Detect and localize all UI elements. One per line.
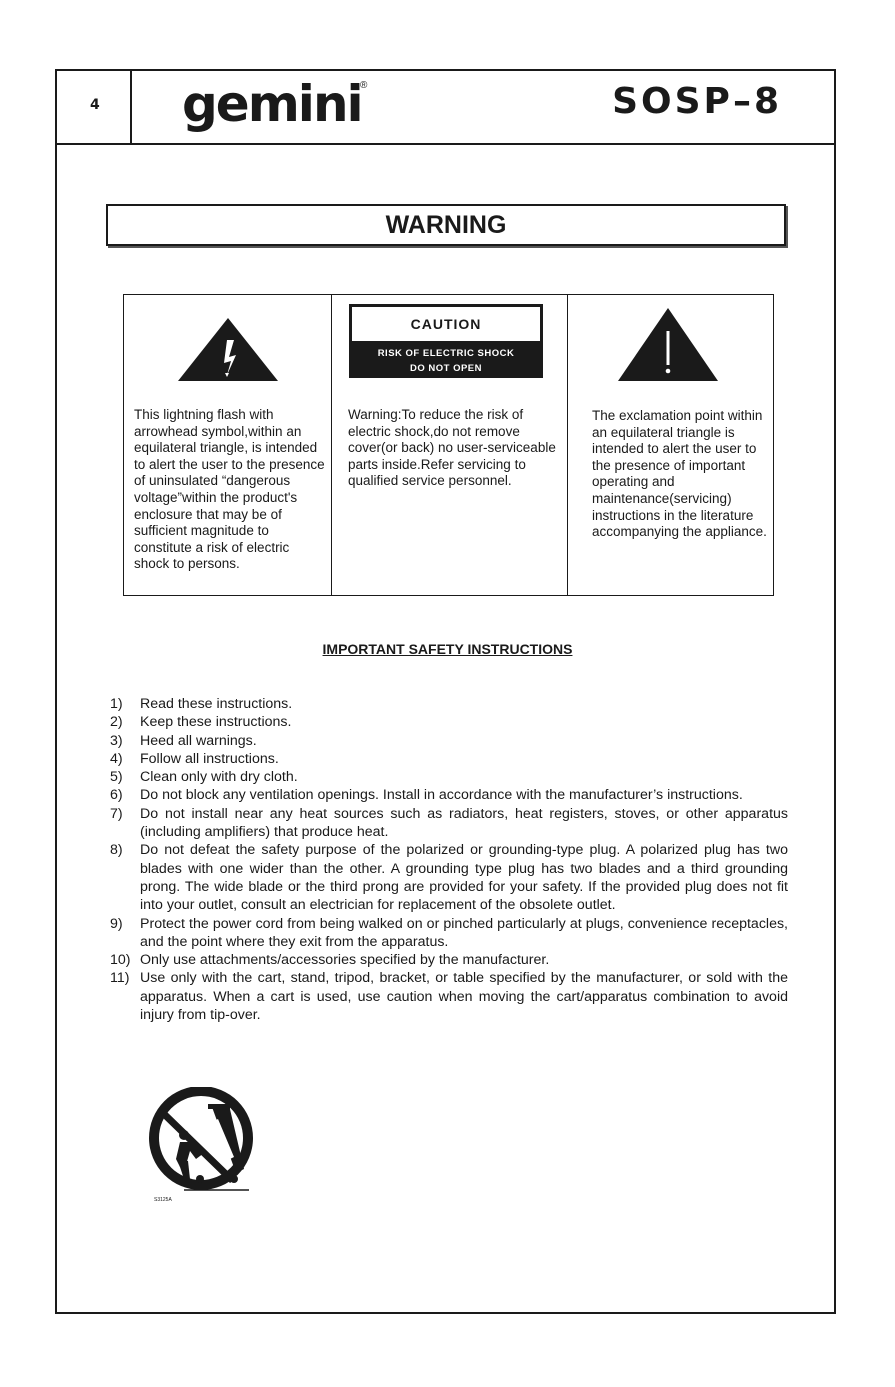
lightning-symbol-description: This lightning flash with arrowhead symbol,within an equilateral triangle, is intended to alert the user to the presence of uninsulated “dangerous voltage”within the product's enclosure that may be of sufficient magnitude to constitute a risk of electric shock to persons. <box>134 407 325 572</box>
instruction-item <box>110 951 788 969</box>
exclamation-symbol-cell <box>568 295 774 595</box>
instruction-item <box>110 969 788 1024</box>
safety-instructions-title-text: IMPORTANT SAFETY INSTRUCTIONS <box>322 641 573 657</box>
header-divider <box>130 71 132 143</box>
instruction-number: 7) <box>110 805 123 822</box>
header-rule <box>57 143 834 145</box>
caution-description: Warning:To reduce the risk of electric shock,do not remove cover(or back) no user-serviceable parts inside.Refer servicing to qualified service personnel. <box>348 407 556 489</box>
instruction-item <box>110 805 788 842</box>
lightning-symbol-cell <box>124 295 332 595</box>
instruction-number: 3) <box>110 732 123 749</box>
instruction-text: Clean only with dry cloth. <box>140 769 298 786</box>
instruction-item <box>110 915 788 952</box>
instruction-number: 9) <box>110 915 123 932</box>
instruction-text: Follow all instructions. <box>140 750 279 767</box>
instruction-item <box>110 732 788 750</box>
page-number: 4 <box>90 97 100 113</box>
instruction-item <box>110 713 788 731</box>
caution-subtext <box>349 346 543 376</box>
cart-tip-over-warning-icon <box>144 1087 259 1202</box>
safety-symbols-table <box>123 294 774 596</box>
instruction-text: Protect the power cord from being walked on or pinched particularly at plugs, convenience receptacles, and the point where they exit from the apparatus. <box>140 915 788 950</box>
registered-mark: ® <box>360 80 368 91</box>
instruction-item <box>110 841 788 914</box>
instruction-number: 6) <box>110 787 123 804</box>
instruction-item <box>110 786 788 804</box>
caution-line-1: RISK OF ELECTRIC SHOCK <box>377 348 515 359</box>
exclamation-triangle-icon <box>568 295 774 395</box>
gemini-logo: gemini <box>182 75 362 133</box>
caution-title: CAUTION <box>352 307 540 341</box>
lightning-triangle-icon <box>124 295 332 395</box>
instruction-number: 4) <box>110 750 123 767</box>
instruction-text: Do not install near any heat sources such as radiators, heat registers, stoves, or other apparatus (including amplifiers) that produce heat. <box>140 805 788 841</box>
instruction-text: Heed all warnings. <box>140 732 257 749</box>
caution-line-2: DO NOT OPEN <box>409 363 482 374</box>
instruction-text: Do not block any ventilation openings. Install in accordance with the manufacturer’s instructions. <box>140 787 743 804</box>
instruction-number: 11) <box>110 970 130 987</box>
instruction-number: 1) <box>110 696 123 712</box>
instruction-number: 10) <box>110 952 131 969</box>
instruction-number: 5) <box>110 769 123 786</box>
caution-label-cell <box>332 295 568 595</box>
instruction-number: 8) <box>110 842 123 859</box>
model-name: SOSP–8 <box>612 81 782 122</box>
safety-instructions-list <box>110 695 788 1024</box>
caution-label <box>349 304 543 378</box>
instruction-text: Only use attachments/accessories specified by the manufacturer. <box>140 952 550 969</box>
instruction-text: Use only with the cart, stand, tripod, bracket, or table specified by the manufacturer, or sold with the apparatus. When a cart is used, use caution when moving the cart/apparatus combination to avoid injury from tip-over. <box>140 970 788 1024</box>
instruction-item <box>110 768 788 786</box>
instruction-text: Keep these instructions. <box>140 714 292 731</box>
exclamation-symbol-description: The exclamation point within an equilateral triangle is intended to alert the user to the presence of important operating and maintenance(servicing) instructions in the literature accompanying the appliance. <box>592 408 767 540</box>
instruction-item <box>110 695 788 713</box>
cart-warning-code: S3125A <box>154 1197 172 1202</box>
warning-banner: WARNING <box>106 204 786 246</box>
instruction-text: Do not defeat the safety purpose of the polarized or grounding-type plug. A polarized plug has two blades with one wider than the other. A grounding type plug has two blades and a third grounding prong. The wide blade or the third prong are provided for your safety. If the provided plug does not fit into your outlet, consult an electrician for replacement of the obsolete outlet. <box>140 842 788 914</box>
instruction-item <box>110 750 788 768</box>
safety-instructions-title <box>0 641 895 657</box>
instruction-number: 2) <box>110 714 123 731</box>
instruction-text: Read these instructions. <box>140 696 293 712</box>
